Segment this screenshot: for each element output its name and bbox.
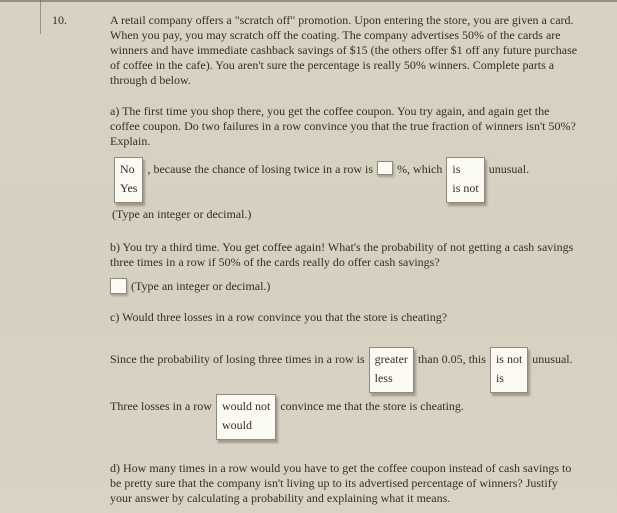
dropdown-option-is-not[interactable]: is not: [495, 352, 523, 366]
part-a-answer-row: [110, 157, 578, 203]
dropdown-option-is[interactable]: is: [452, 162, 461, 176]
part-c-text-4: Three losses in a row: [110, 399, 212, 413]
part-c-unusual-dropdown[interactable]: [490, 347, 528, 393]
part-b-hint: (Type an integer or decimal.): [131, 279, 271, 293]
dropdown-option-less[interactable]: less: [374, 371, 393, 385]
dropdown-option-is[interactable]: is: [495, 371, 504, 385]
dropdown-option-would[interactable]: would: [221, 418, 252, 432]
problem-intro: A retail company offers a "scratch off" promotion. Upon entering the store, you are given a card. When you pay, you may scratch off the coating. The company advertises 50% of the cards are winners and have immediate cashback savings of $15 (the others offer $1 off any future purchase of coffee in the cafe). You aren't sure the percentage is really 50% winners. Complete parts a through d below.: [110, 13, 578, 87]
dropdown-option-yes[interactable]: Yes: [120, 181, 138, 195]
part-c-text-3: unusual.: [532, 352, 573, 366]
part-d-prompt: d) How many times in a row would you have to get the coffee coupon instead of cash savings to be pretty sure that the company isn't living up to its advertised percentage of winners? Justify your answer by calculating a probability and explaining what it means.: [110, 461, 572, 505]
scan-top-edge: [0, 0, 617, 2]
part-b-probability-input[interactable]: [110, 278, 127, 294]
part-a-prompt: a) The first time you shop there, you get the coffee coupon. You try again, and again get the coffee coupon. Do two failures in a row convince you that the true fraction of winners isn't 50%? Explain.: [110, 104, 576, 148]
problem-number: 10.: [52, 13, 67, 27]
part-c-text-1: Since the probability of losing three times in a row is: [110, 352, 365, 366]
scan-margin-line: [40, 0, 41, 34]
part-a-percent-input[interactable]: [377, 161, 393, 175]
part-c-answer-row-1: [110, 347, 578, 393]
part-a-text-2: %, which: [397, 162, 443, 176]
part-a-yes-no-dropdown[interactable]: [114, 157, 143, 203]
part-c-prompt: c) Would three losses in a row convince you that the store is cheating?: [110, 310, 448, 324]
part-c-text-2: than 0.05, this: [417, 352, 486, 366]
part-c-greater-less-dropdown[interactable]: [369, 347, 414, 393]
problem-content: [110, 13, 578, 506]
part-b-prompt: b) You try a third time. You get coffee again! What's the probability of not getting a cash savings three times in a row if 50% of the cards really do offer cash savings?: [110, 240, 574, 269]
dropdown-option-is-not[interactable]: is not: [452, 181, 479, 195]
dropdown-option-greater[interactable]: greater: [374, 352, 408, 366]
dropdown-option-no[interactable]: No: [120, 162, 135, 176]
part-a-hint: (Type an integer or decimal.): [112, 207, 252, 221]
dropdown-option-would-not[interactable]: would not: [221, 399, 271, 413]
part-a-unusual-dropdown[interactable]: [446, 157, 484, 203]
part-a-text-3: unusual.: [488, 162, 530, 176]
part-a-text-1: , because the chance of losing twice in a row is: [147, 162, 374, 176]
part-c-answer-row-2: [110, 394, 578, 440]
part-c-would-dropdown[interactable]: [216, 394, 276, 440]
part-b-answer-row: [110, 278, 578, 294]
part-c-text-5: convince me that the store is cheating.: [280, 399, 464, 413]
